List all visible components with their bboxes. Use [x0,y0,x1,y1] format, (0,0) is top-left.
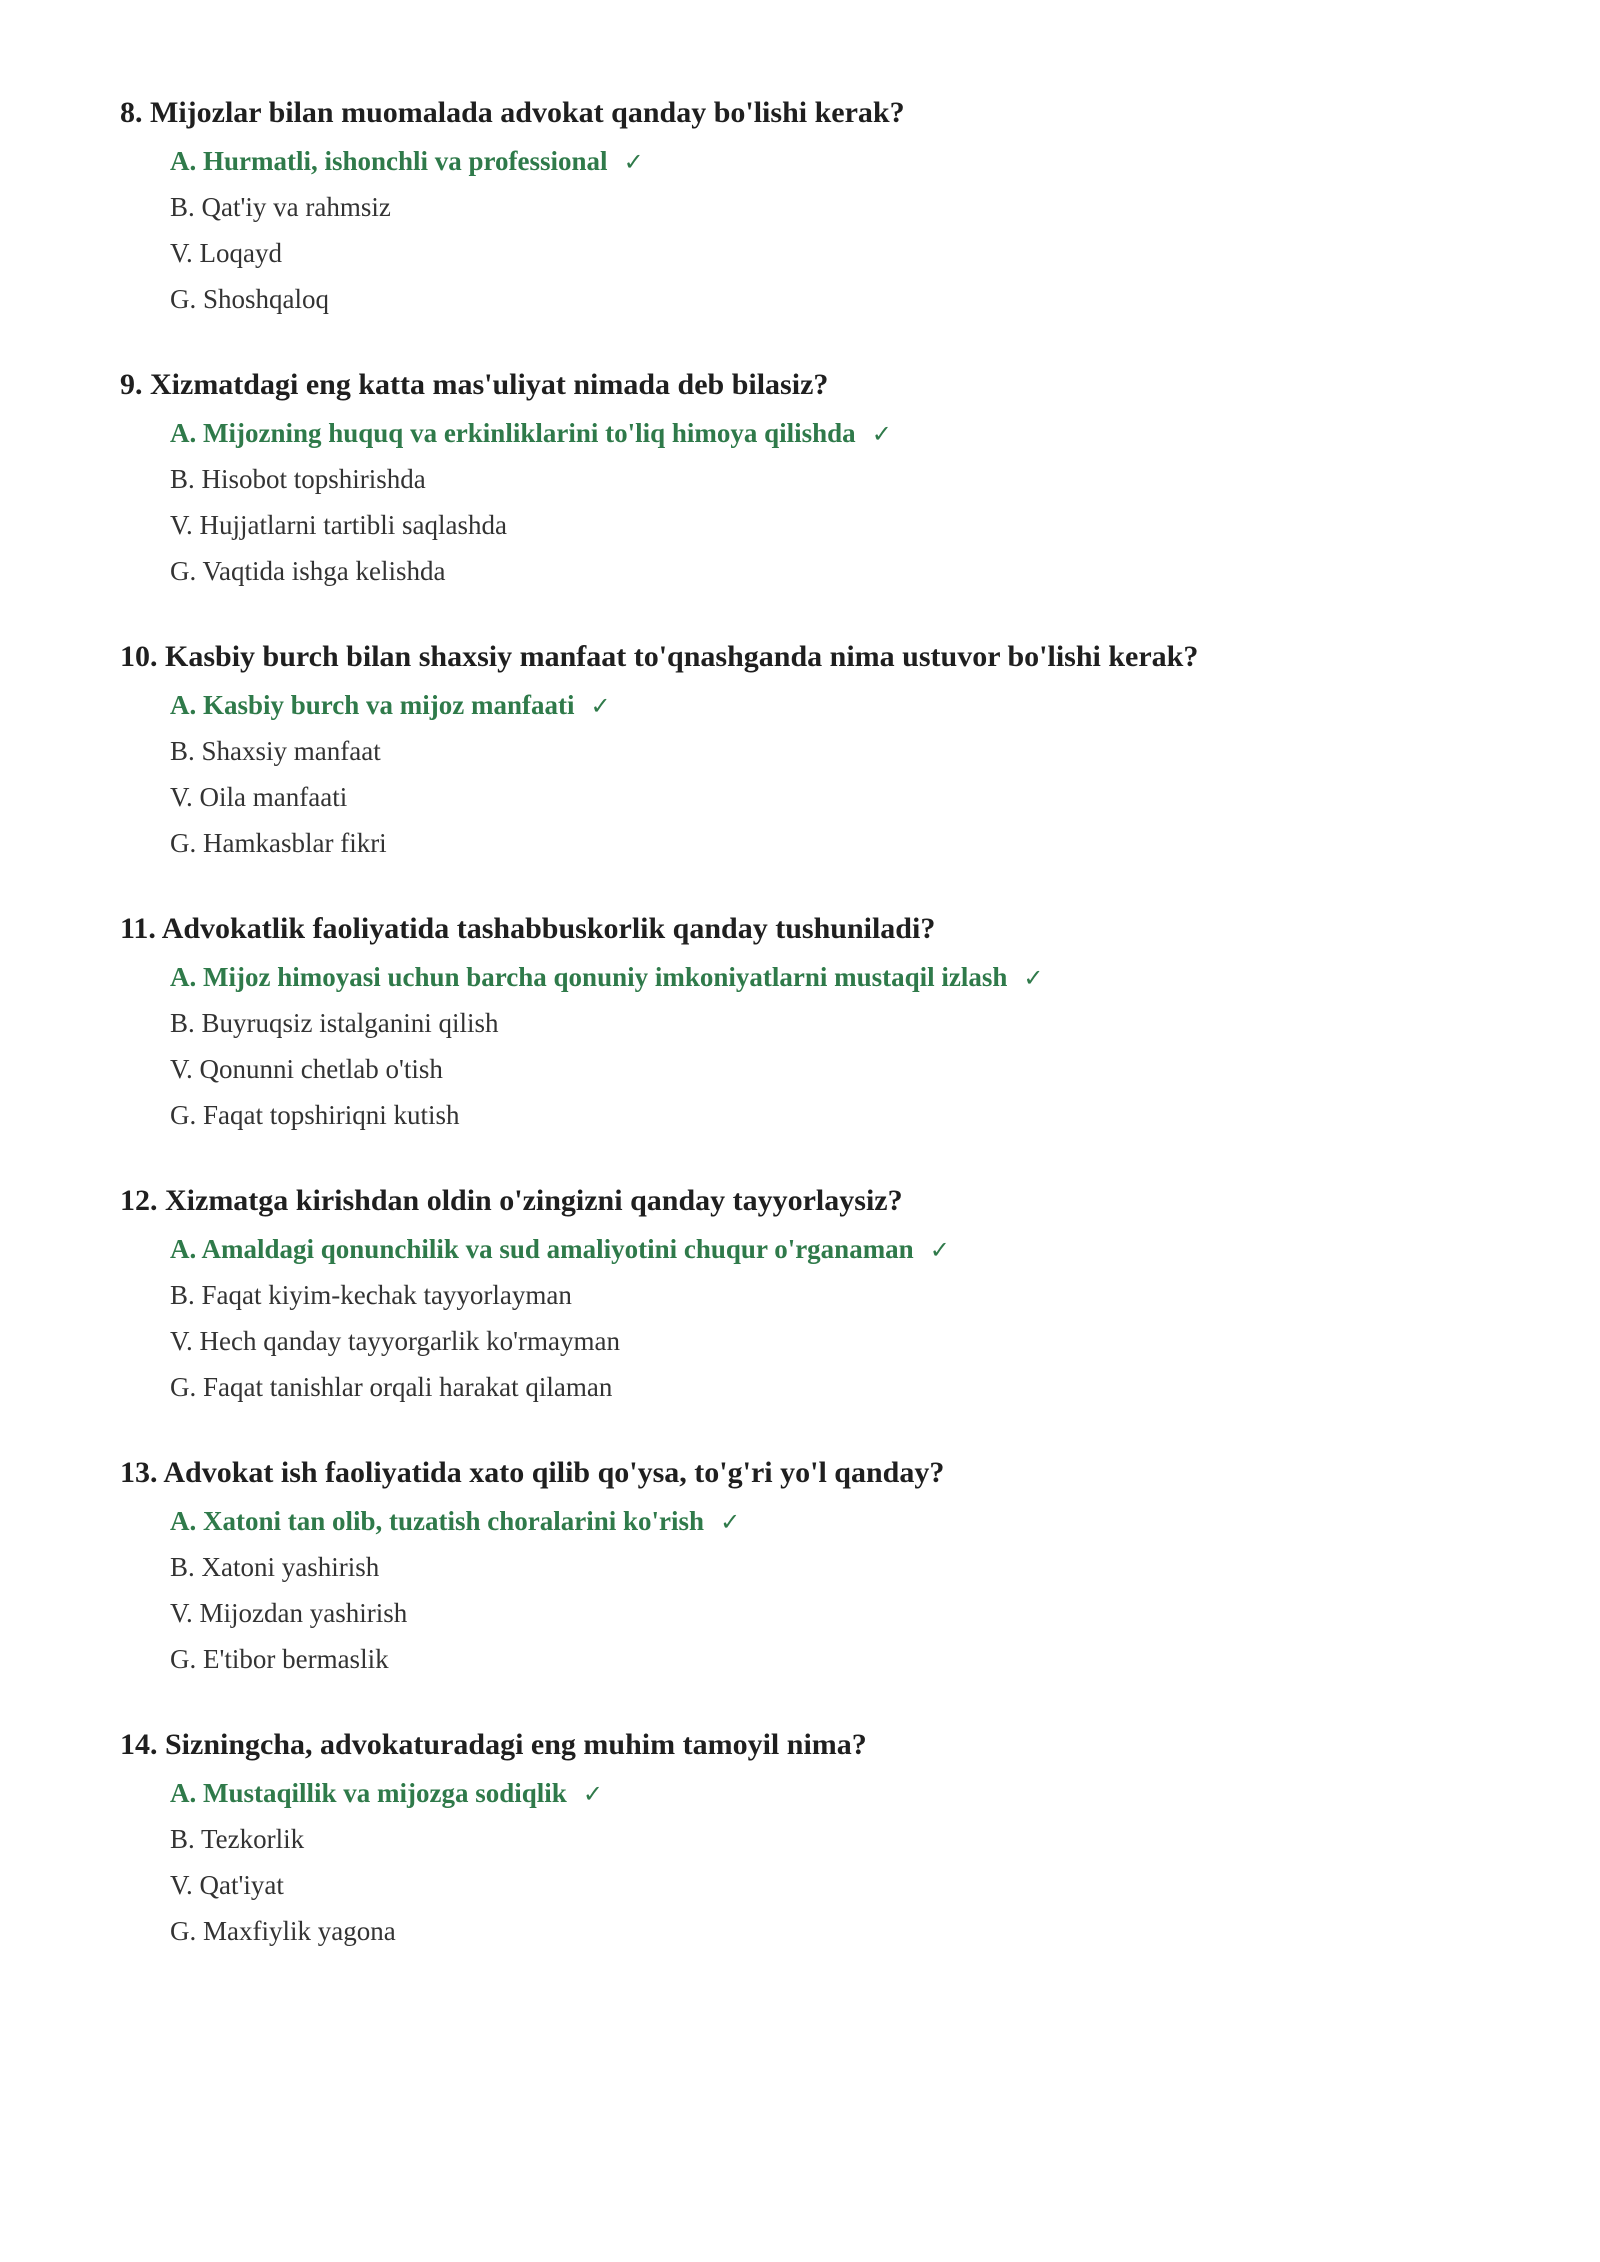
answer-option: B. Faqat kiyim-kechak tayyorlayman [170,1280,572,1310]
answer-option-correct [170,416,1600,462]
question-14 [120,1726,1600,1960]
answer-options [120,688,1600,872]
answer-option: G. Maxfiylik yagona [170,1916,396,1946]
answer-option-correct [170,1232,1600,1278]
answer-options [120,416,1600,600]
question-title: 12. Xizmatga kirishdan oldin o'zingizni qanday tayyorlaysiz? [120,1184,903,1217]
check-icon: ✓ [623,148,644,176]
answer-option: B. Qat'iy va rahmsiz [170,192,391,222]
answer-options [120,1232,1600,1416]
question-9 [120,366,1600,600]
answer-options [120,960,1600,1144]
answer-option-correct [170,1504,1600,1550]
answer-option: B. Hisobot topshirishda [170,464,426,494]
answer-option: V. Mijozdan yashirish [170,1598,408,1628]
answer-text: A. Hurmatli, ishonchli va professional [170,146,608,176]
answer-option-correct [170,688,1600,734]
answer-option: G. E'tibor bermaslik [170,1644,389,1674]
check-icon: ✓ [929,1236,950,1264]
question-title: 9. Xizmatdagi eng katta mas'uliyat nimada deb bilasiz? [120,368,829,401]
answer-option: G. Faqat topshiriqni kutish [170,1100,460,1130]
question-13 [120,1454,1600,1688]
answer-text: A. Kasbiy burch va mijoz manfaati [170,690,575,720]
question-title: 13. Advokat ish faoliyatida xato qilib qo'ysa, to'g'ri yo'l qanday? [120,1456,945,1489]
answer-option: B. Buyruqsiz istalganini qilish [170,1008,499,1038]
check-icon: ✓ [582,1780,603,1808]
question-12 [120,1182,1600,1416]
answer-option: V. Hech qanday tayyorgarlik ko'rmayman [170,1326,620,1356]
question-11 [120,910,1600,1144]
answer-option: V. Hujjatlarni tartibli saqlashda [170,510,507,540]
answer-option: G. Hamkasblar fikri [170,828,387,858]
check-icon: ✓ [720,1508,741,1536]
answer-text: A. Amaldagi qonunchilik va sud amaliyotini chuqur o'rganaman [170,1234,914,1264]
check-icon: ✓ [590,692,611,720]
check-icon: ✓ [1023,964,1044,992]
answer-options [120,1776,1600,1960]
answer-option: B. Tezkorlik [170,1824,305,1854]
question-title: 10. Kasbiy burch bilan shaxsiy manfaat to'qnashganda nima ustuvor bo'lishi kerak? [120,640,1199,673]
answer-option: B. Xatoni yashirish [170,1552,380,1582]
answer-option: G. Shoshqaloq [170,284,330,314]
answer-text: A. Xatoni tan olib, tuzatish choralarini ko'rish [170,1506,705,1536]
answer-option-correct [170,144,1600,190]
answer-text: A. Mijoz himoyasi uchun barcha qonuniy imkoniyatlarni mustaqil izlash [170,962,1008,992]
question-10 [120,638,1600,872]
answer-option: B. Shaxsiy manfaat [170,736,381,766]
answer-option: V. Loqayd [170,238,282,268]
answer-option: G. Faqat tanishlar orqali harakat qilaman [170,1372,613,1402]
answer-option: G. Vaqtida ishga kelishda [170,556,446,586]
answer-options [120,1504,1600,1688]
question-title: 8. Mijozlar bilan muomalada advokat qanday bo'lishi kerak? [120,96,905,129]
check-icon: ✓ [871,420,892,448]
answer-option: V. Qonunni chetlab o'tish [170,1054,443,1084]
answer-options [120,144,1600,328]
question-title: 11. Advokatlik faoliyatida tashabbuskorlik qanday tushuniladi? [120,912,936,945]
answer-option-correct [170,1776,1600,1822]
answer-text: A. Mustaqillik va mijozga sodiqlik [170,1778,567,1808]
question-title: 14. Sizningcha, advokaturadagi eng muhim tamoyil nima? [120,1728,867,1761]
question-8 [120,94,1600,328]
answer-option-correct [170,960,1600,1006]
answer-option: V. Qat'iyat [170,1870,284,1900]
answer-text: A. Mijozning huquq va erkinliklarini to'liq himoya qilishda [170,418,856,448]
answer-option: V. Oila manfaati [170,782,348,812]
